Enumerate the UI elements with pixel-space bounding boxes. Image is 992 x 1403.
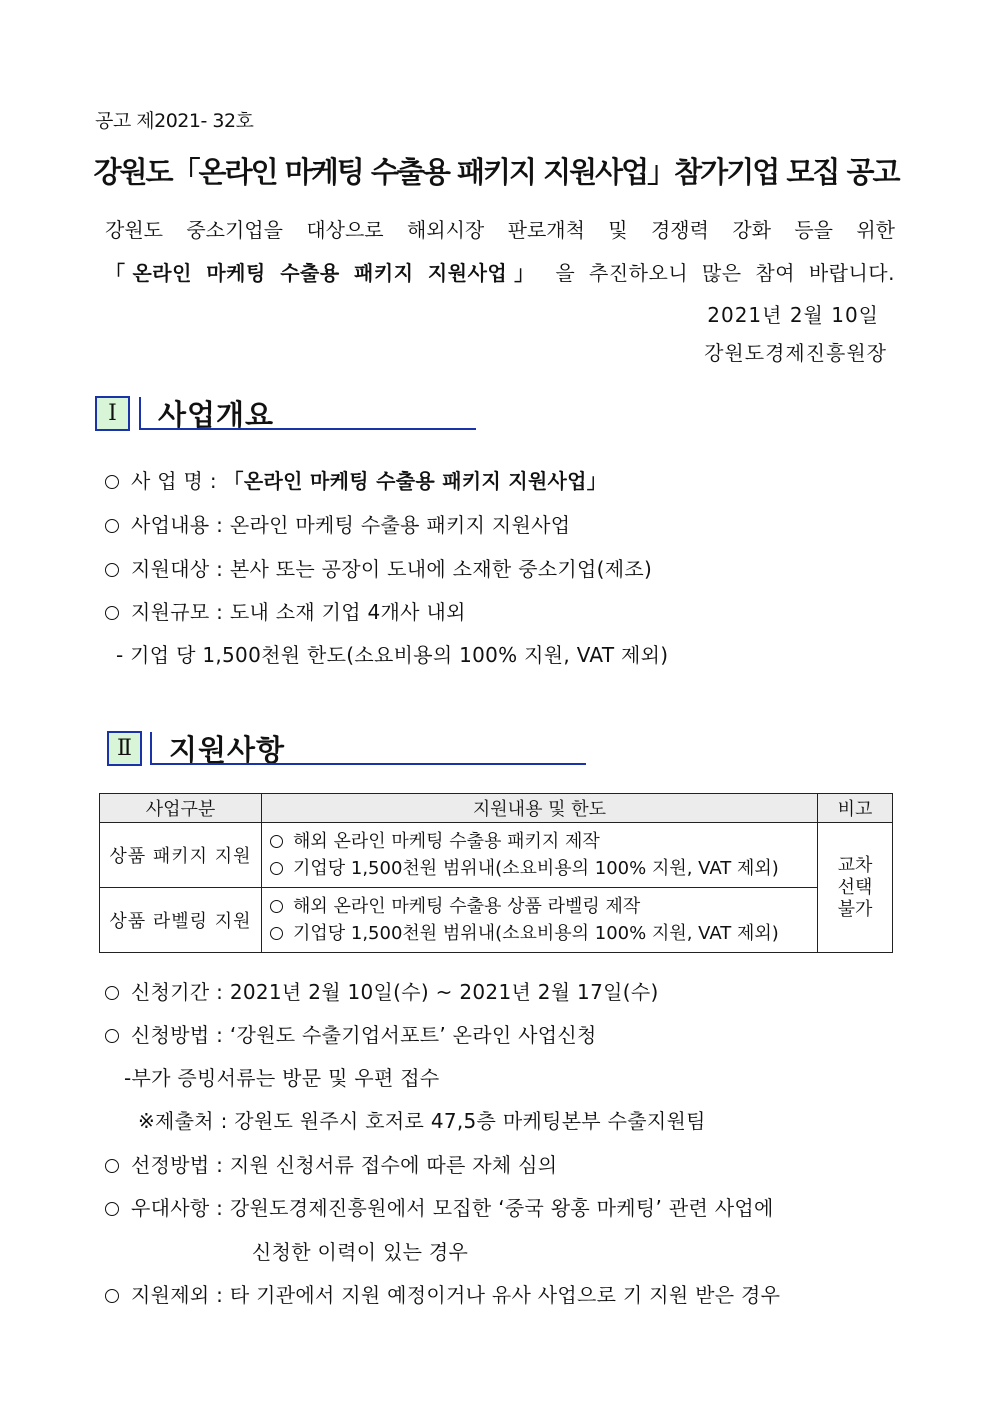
table-header: 비고 bbox=[818, 794, 893, 823]
selection-text: 선정방법 : 지원 신청서류 접수에 따른 자체 심의 bbox=[131, 1153, 558, 1177]
content-text: 해외 온라인 마케팅 수출용 패키지 제작 bbox=[293, 831, 600, 852]
application-period bbox=[105, 976, 659, 1005]
item-label: 지원대상 : bbox=[131, 557, 230, 581]
item-label: 지원규모 : bbox=[131, 600, 230, 624]
content-line bbox=[270, 855, 809, 882]
content-text: 해외 온라인 마케팅 수출용 상품 라벨링 제작 bbox=[293, 896, 641, 917]
table-header: 지원내용 및 한도 bbox=[262, 794, 818, 823]
submission-place: ※제출처 : 강원도 원주시 호저로 47,5층 마케팅본부 수출지원팀 bbox=[138, 1109, 706, 1133]
overview-item-target bbox=[105, 553, 652, 582]
method-text: 신청방법 : ‘강원도 수출기업서포트’ 온라인 사업신청 bbox=[131, 1023, 597, 1047]
overview-item-scale bbox=[105, 596, 466, 625]
note-line: 선택 bbox=[837, 876, 873, 898]
item-value: 본사 또는 공장이 도내에 소재한 중소기업(제조) bbox=[229, 557, 653, 581]
issuer: 강원도경제진흥원장 bbox=[704, 341, 887, 365]
preference-text: 우대사항 : 강원도경제진흥원에서 모집한 ‘중국 왕홍 마케팅’ 관련 사업에 bbox=[131, 1196, 774, 1220]
circle-bullet-icon bbox=[270, 862, 283, 875]
table-cell-category: 상품 패키지 지원 bbox=[100, 823, 262, 888]
section-2-bar bbox=[150, 732, 152, 765]
preference bbox=[105, 1192, 774, 1221]
application-method bbox=[105, 1019, 597, 1048]
note-line: 불가 bbox=[837, 898, 873, 920]
section-1-underline bbox=[139, 428, 476, 430]
intro-line-2 bbox=[105, 257, 895, 286]
circle-bullet-icon bbox=[105, 1029, 119, 1043]
notice-date: 2021년 2월 10일 bbox=[707, 303, 879, 327]
table-cell-note bbox=[818, 823, 893, 953]
period-text: 신청기간 : 2021년 2월 10일(수) ~ 2021년 2월 17일(수) bbox=[131, 980, 659, 1004]
support-table bbox=[99, 793, 893, 953]
circle-bullet-icon bbox=[105, 563, 119, 577]
table-row bbox=[100, 888, 893, 953]
overview-sub-item: - 기업 당 1,500천원 한도(소요비용의 100% 지원, VAT 제외) bbox=[116, 643, 669, 667]
intro-program-name: 「온라인 마케팅 수출용 패키지 지원사업」 bbox=[105, 261, 542, 285]
section-1-number: Ⅰ bbox=[95, 396, 130, 431]
application-method-sub: -부가 증빙서류는 방문 및 우편 접수 bbox=[124, 1066, 440, 1090]
circle-bullet-icon bbox=[270, 835, 283, 848]
overview-item-content bbox=[105, 509, 570, 538]
item-value: 「온라인 마케팅 수출용 패키지 지원사업」 bbox=[223, 469, 608, 493]
table-row bbox=[100, 823, 893, 888]
table-header: 사업구분 bbox=[100, 794, 262, 823]
intro-line-2-rest: 을 추진하오니 많은 참여 바랍니다. bbox=[555, 261, 895, 285]
table-cell-content bbox=[262, 823, 818, 888]
content-line bbox=[270, 828, 809, 855]
item-value: 온라인 마케팅 수출용 패키지 지원사업 bbox=[229, 513, 571, 537]
circle-bullet-icon bbox=[105, 475, 119, 489]
item-value: 도내 소재 기업 4개사 내외 bbox=[229, 600, 466, 624]
circle-bullet-icon bbox=[270, 927, 283, 940]
table-header-row bbox=[100, 794, 893, 823]
circle-bullet-icon bbox=[105, 986, 119, 1000]
note-line: 교차 bbox=[837, 854, 873, 876]
selection-method bbox=[105, 1149, 557, 1178]
overview-item-name bbox=[105, 465, 607, 494]
circle-bullet-icon bbox=[270, 900, 283, 913]
page-title: 강원도「온라인 마케팅 수출용 패키지 지원사업」참가기업 모집 공고 bbox=[93, 155, 899, 189]
notice-number: 공고 제2021- 32호 bbox=[95, 110, 254, 132]
item-label: 사 업 명 : bbox=[131, 469, 224, 493]
section-1-bar bbox=[139, 397, 141, 430]
table-cell-category: 상품 라벨링 지원 bbox=[100, 888, 262, 953]
content-text: 기업당 1,500천원 범위내(소요비용의 100% 지원, VAT 제외) bbox=[293, 858, 779, 879]
section-2-underline bbox=[150, 763, 586, 765]
section-1-title: 사업개요 bbox=[158, 398, 275, 432]
preference-line-2: 신청한 이력이 있는 경우 bbox=[252, 1240, 469, 1264]
content-text: 기업당 1,500천원 범위내(소요비용의 100% 지원, VAT 제외) bbox=[293, 923, 779, 944]
exclusion-text: 지원제외 : 타 기관에서 지원 예정이거나 유사 사업으로 기 지원 받은 경우 bbox=[131, 1283, 781, 1307]
circle-bullet-icon bbox=[105, 519, 119, 533]
circle-bullet-icon bbox=[105, 1202, 119, 1216]
section-2-title: 지원사항 bbox=[169, 733, 286, 767]
section-2-number: Ⅱ bbox=[107, 731, 142, 766]
content-line bbox=[270, 893, 809, 920]
circle-bullet-icon bbox=[105, 606, 119, 620]
content-line bbox=[270, 920, 809, 947]
exclusion bbox=[105, 1279, 780, 1308]
intro-line-1: 강원도 중소기업을 대상으로 해외시장 판로개척 및 경쟁력 강화 등을 위한 bbox=[105, 218, 895, 242]
circle-bullet-icon bbox=[105, 1159, 119, 1173]
item-label: 사업내용 : bbox=[131, 513, 230, 537]
circle-bullet-icon bbox=[105, 1289, 119, 1303]
table-cell-content bbox=[262, 888, 818, 953]
